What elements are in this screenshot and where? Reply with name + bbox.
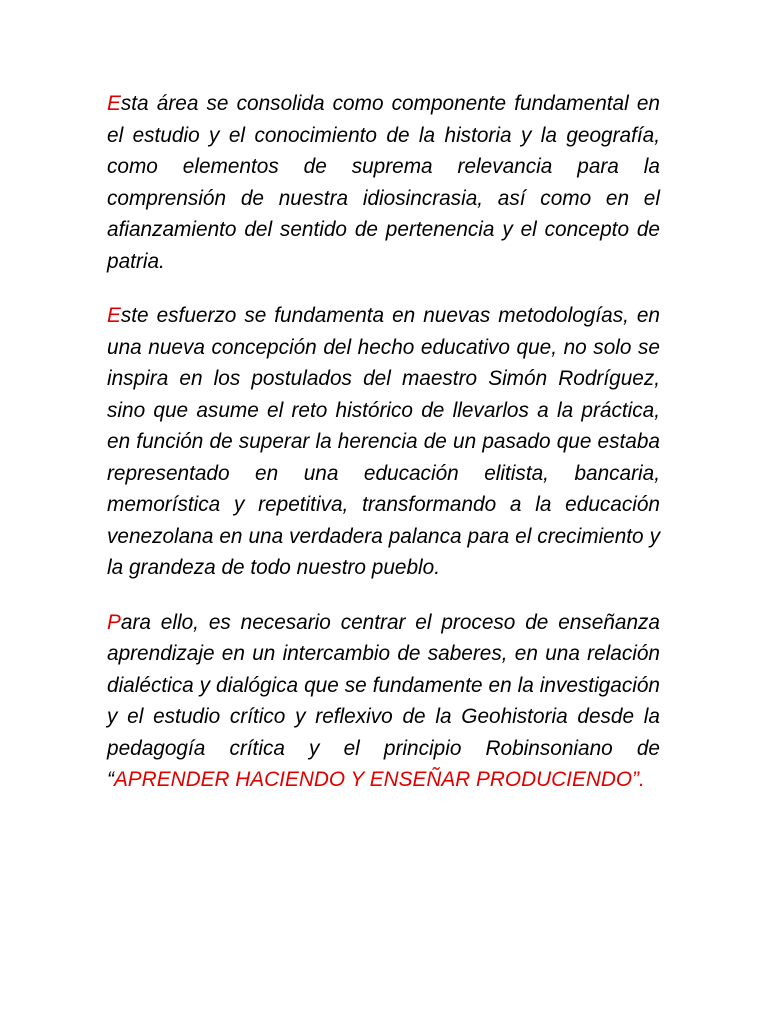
paragraph-2-initial: E: [107, 304, 121, 327]
paragraph-3-emphasis: APRENDER HACIENDO Y ENSEÑAR PRODUCIENDO”.: [113, 768, 645, 791]
paragraph-1-initial: E: [107, 92, 121, 115]
paragraph-3-initial: P: [107, 610, 121, 634]
paragraph-2: [107, 300, 660, 584]
paragraph-1-text: sta área se consolida como componente fundamental en el estudio y el conocimiento de la historia y la geografía, como elementos de suprema relevancia para la comprensión de nuestra idiosincrasia, así como en el afianzamiento del sentido de pertenencia y el concepto de patria.: [107, 92, 660, 273]
document-page: [107, 88, 660, 819]
paragraph-3: [107, 607, 660, 796]
paragraph-1: [107, 88, 660, 277]
paragraph-3-text: ara ello, es necesario centrar el proceso de enseñanza aprendizaje en un intercambio de saberes, en una relación dialéctica y dialógica que se fundamente en la investigación y el estudio crítico y reflexivo de la Geohistoria desde la pedagogía crítica y el principio Robinsoniano de “: [107, 610, 660, 791]
paragraph-2-text: ste esfuerzo se fundamenta en nuevas metodologías, en una nueva concepción del hecho educativo que, no solo se inspira en los postulados del maestro Simón Rodríguez, sino que asume el reto histórico de llevarlos a la práctica, en función de superar la herencia de un pasado que estaba representado en una educación elitista, bancaria, memorística y repetitiva, transformando a la educación venezolana en una verdadera palanca para el crecimiento y la grandeza de todo nuestro pueblo.: [107, 304, 660, 579]
